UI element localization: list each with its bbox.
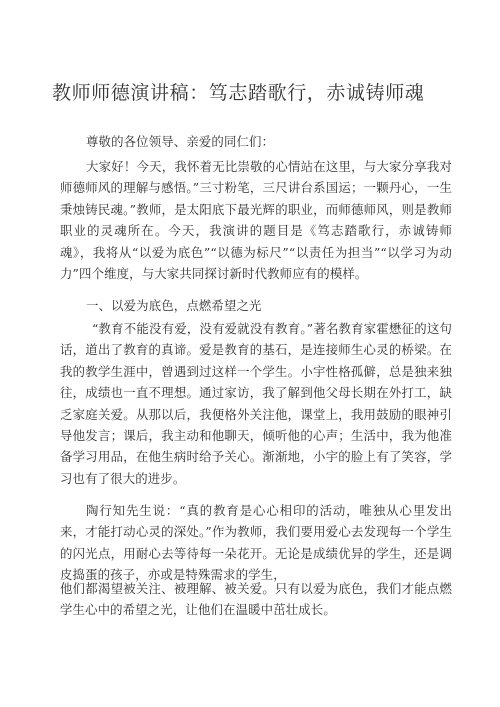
paragraph: 陶行知先生说：“真的教育是心心相印的活动，唯独从心里发出来，才能打动心灵的深处。”作为教师，我们要用爱心去发现每一个学生的闪光点，用耐心去等待每一朵花开。无论是成绩优异的学生，还是调皮捣蛋的孩子，亦或是特殊需求的学生， (60, 503, 452, 583)
section-heading: 一、以爱为底色，点燃希望之光 (86, 298, 262, 313)
document-title: 教师师德演讲稿：笃志踏歌行，赤诚铸师魂 (52, 82, 425, 104)
salutation: 尊敬的各位领导、亲爱的同仁们： (86, 134, 275, 149)
paragraph: 大家好！今天，我怀着无比崇敬的心情站在这里，与大家分享我对师德师风的理解与感悟。”三寸粉笔，三尺讲台系国运；一颗丹心，一生秉烛铸民魂。”教师，是太阳底下最光辉的职业，而师德师风，则是教师职业的灵魂所在。今天，我演讲的题目是《笃志踏歌行，赤诚铸师魂》，我将从“以爱为底色”“以德为标尺”“以责任为担当”“以学习为动力”四个维度，与大家共同探讨新时代教师应有的模样。 (60, 159, 452, 282)
paragraph: “教育不能没有爱，没有爱就没有教育。”著名教育家霍懋征的这句话，道出了教育的真谛。爱是教育的基石，是连接师生心灵的桥梁。在我的教学生涯中，曾遇到过这样一个学生。小宇性格孤僻，总是独来独往，成绩也一直不理想。通过家访，我了解到他父母长期在外打工，缺乏家庭关爱。从那以后，我便格外关注他，课堂上，我用鼓励的眼神引导他发言；课后，我主动和他聊天，倾听他的心声；生活中，我为他准备学习用品，在他生病时给予关心。渐渐地，小宇的脸上有了笑容，学习也有了很大的进步。 (60, 321, 452, 486)
paragraph: 他们都渴望被关注、被理解、被关爱。只有以爱为底色，我们才能点燃学生心中的希望之光，让他们在温暖中茁壮成长。 (60, 581, 452, 618)
